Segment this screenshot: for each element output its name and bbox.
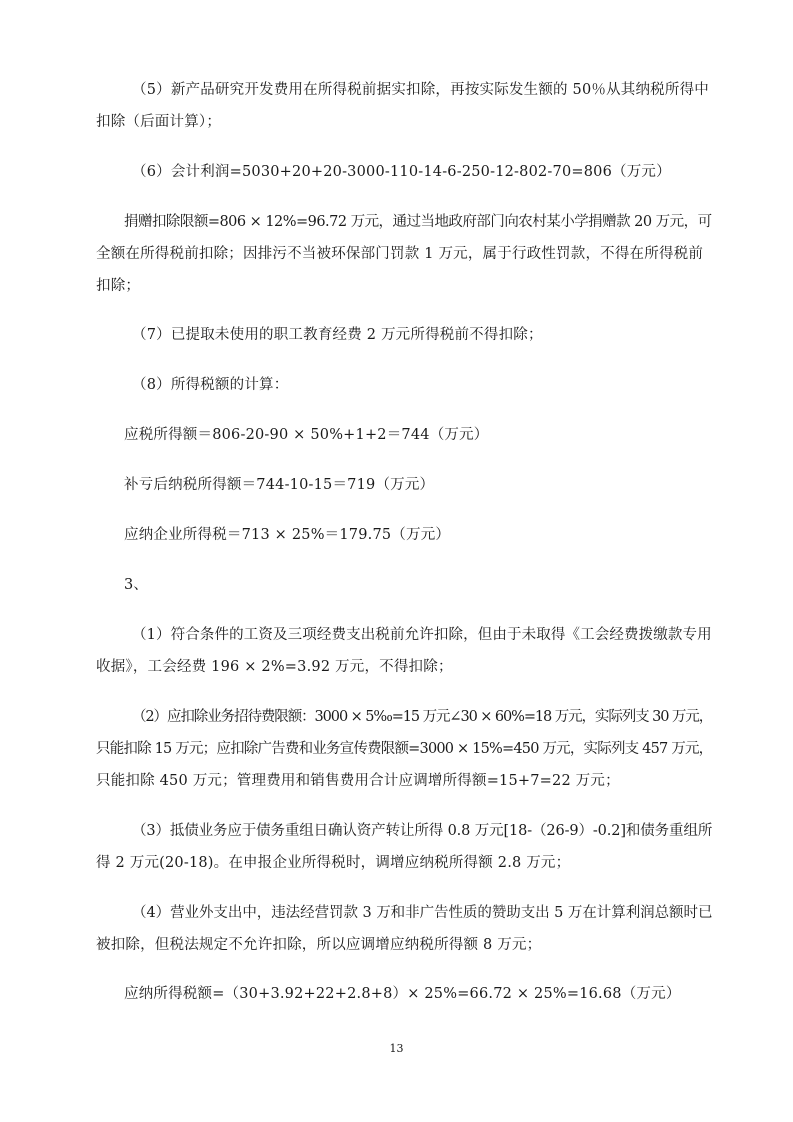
- item-5-line-2: 扣除（后面计算）；: [96, 114, 222, 130]
- final-tax-line: 应纳所得税额=（30+3.92+22+2.8+8）× 25%=66.72 × 25%=16.68（万元）: [124, 986, 681, 1002]
- page-number: 13: [389, 1042, 404, 1055]
- donation-line-1: 捐赠扣除限额=806 × 12%=96.72 万元，通过当地政府部门向农村某小学捐赠款 20 万元，可: [124, 214, 712, 230]
- item-8-line-1: （8）所得税额的计算：: [132, 377, 289, 393]
- item-3-1-line-1: （1）符合条件的工资及三项经费支出税前允许扣除，但由于未取得《工会经费拨缴款专用: [132, 627, 712, 643]
- taxable-income-line: 应税所得额＝806-20-90 × 50%+1+2＝744（万元）: [124, 427, 489, 443]
- donation-line-2: 全额在所得税前扣除；因排污不当被环保部门罚款 1 万元，属于行政性罚款，不得在所得税前: [96, 246, 704, 262]
- item-6-line-1: （6）会计利润=5030+20+20-3000-110-14-6-250-12-802-70=806（万元）: [132, 164, 671, 180]
- donation-line-3: 扣除；: [96, 278, 141, 294]
- item-3-2-line-3: 只能扣除 450 万元；管理费用和销售费用合计应调增所得额=15+7=22 万元；: [96, 773, 620, 789]
- item-3-3-line-1: （3）抵债业务应于债务重组日确认资产转让所得 0.8 万元[18-（26-9）-0.2]和债务重组所: [132, 823, 713, 839]
- item-3-4-line-1: （4）营业外支出中，违法经营罚款 3 万和非广告性质的赞助支出 5 万在计算利润总额时已: [132, 905, 713, 921]
- enterprise-tax-line: 应纳企业所得税＝713 × 25%＝179.75（万元）: [124, 527, 451, 543]
- item-3-2-line-1: （2）应扣除业务招待费限额：3000 × 5‰=15 万元∠30 × 60%=18 万元，实际列支 30 万元，: [132, 709, 713, 725]
- item-5-line-1: （5）新产品研究开发费用在所得税前据实扣除，再按实际发生额的 50％从其纳税所得中: [132, 82, 709, 98]
- item-3-4-line-2: 被扣除，但税法规定不允许扣除，所以应调增应纳税所得额 8 万元；: [96, 937, 542, 953]
- item-7-line-1: （7）已提取未使用的职工教育经费 2 万元所得税前不得扣除；: [132, 327, 543, 343]
- section-3-heading: 3、: [124, 577, 149, 593]
- item-3-1-line-2: 收据》，工会经费 196 × 2%=3.92 万元，不得扣除；: [96, 659, 453, 675]
- item-3-3-line-2: 得 2 万元(20-18)。在申报企业所得税时，调增应纳税所得额 2.8 万元；: [96, 855, 571, 871]
- item-3-2-line-2: 只能扣除 15 万元；应扣除广告费和业务宣传费限额=3000 × 15%=450 万元，实际列支 457 万元，: [96, 741, 713, 757]
- after-loss-line: 补亏后纳税所得额＝744-10-15＝719（万元）: [124, 477, 435, 493]
